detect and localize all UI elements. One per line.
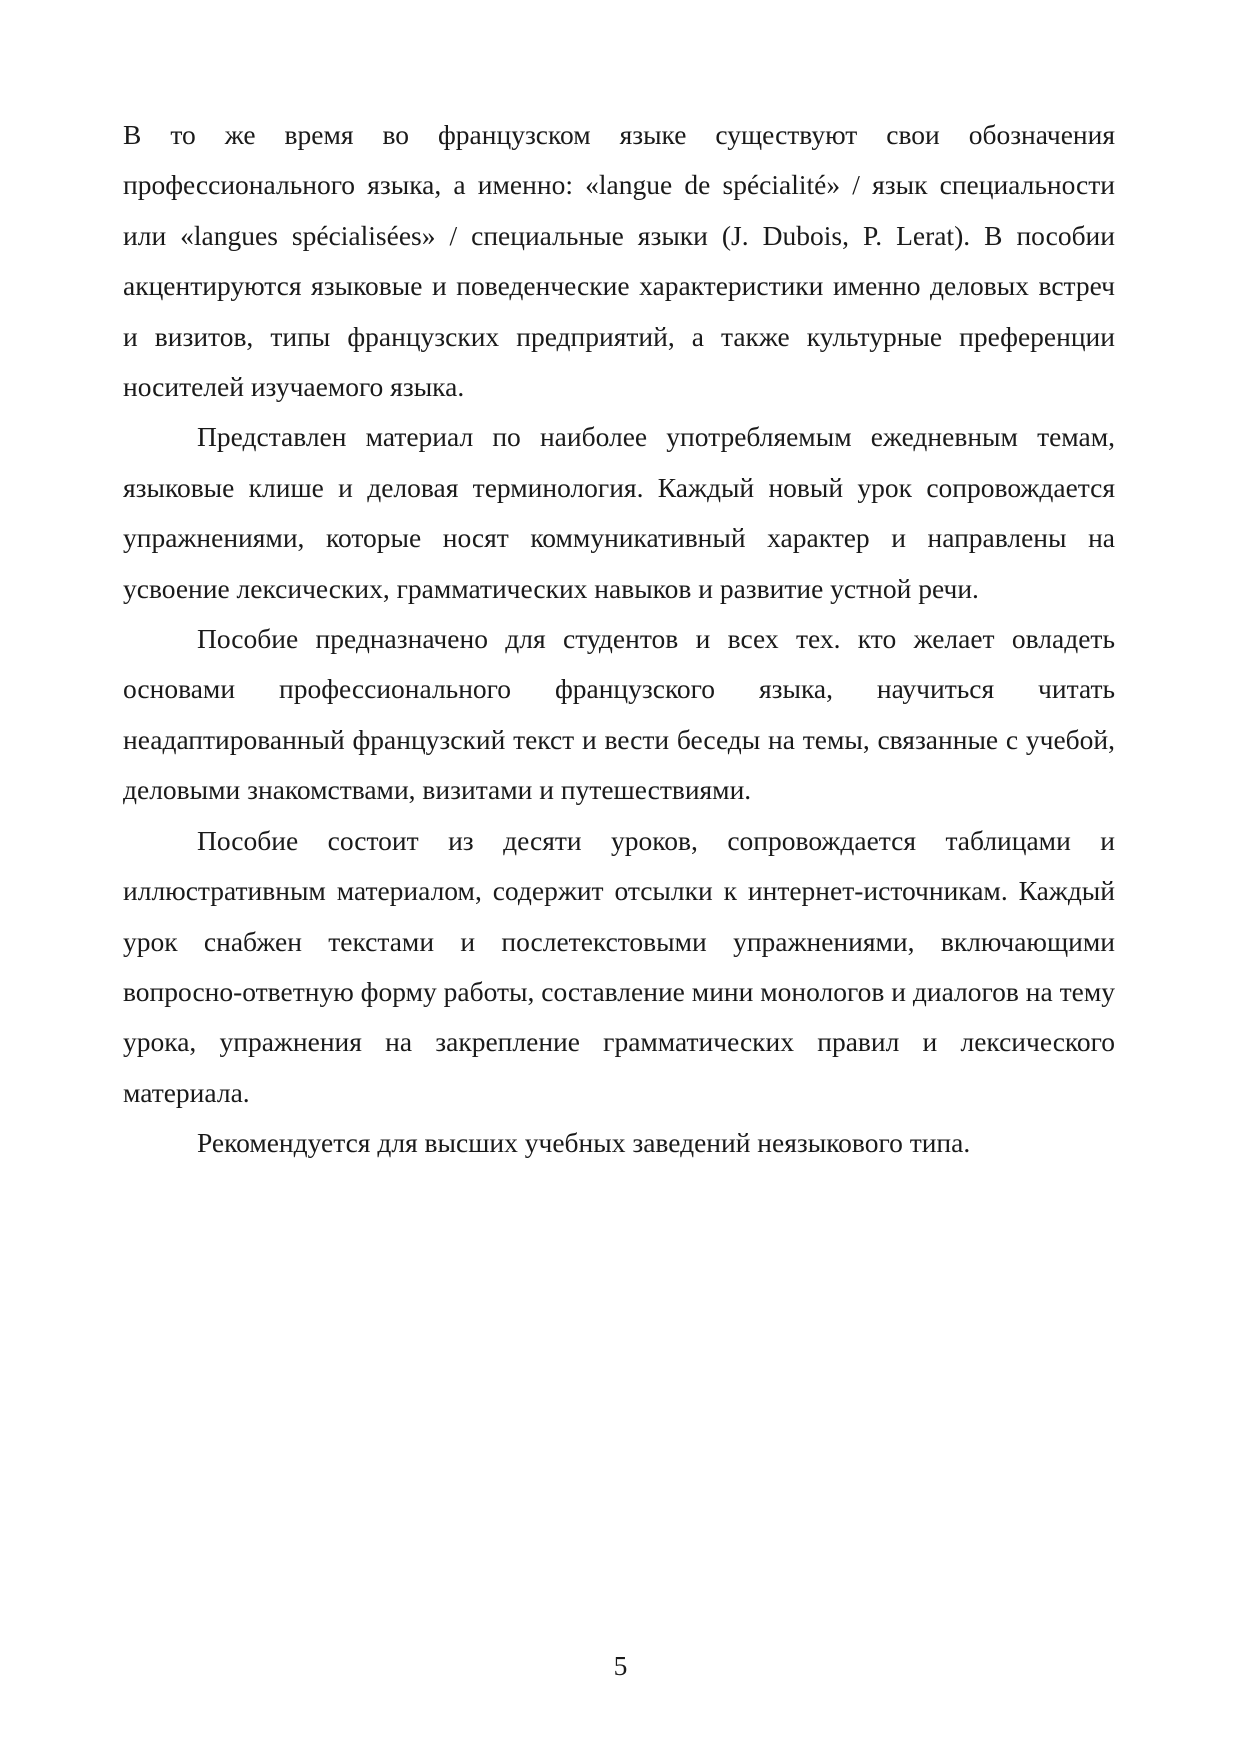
page-number: 5 bbox=[613, 1650, 628, 1681]
paragraph-1: В то же время во французском языке существуют свои обозначения профессионального языка, а именно: «langue de spécialité» / язык специальности или «langues spécialisées» / специальные языки (J. Dubois, P. Lerat). В пособии акцентируются языковые и поведенческие характеристики именно деловых встреч и визитов, типы французских предприятий, а также культурные преференции носителей изучаемого языка. bbox=[123, 119, 1115, 403]
paragraph-3: Пособие предназначено для студентов и всех тех. кто желает овладеть основами профессионального французского языка, научиться читать неадаптированный французский текст и вести беседы на темы, связанные с учебой, деловыми знакомствами, визитами и путешествиями. bbox=[123, 623, 1115, 806]
paragraph-2: Представлен материал по наиболее употребляемым ежедневным темам, языковые клише и деловая терминология. Каждый новый урок сопровождается упражнениями, которые носят коммуникативный характер и направлены на усвоение лексических, грамматических навыков и развитие устной речи. bbox=[123, 421, 1115, 604]
paragraph-5: Рекомендуется для высших учебных заведений неязыкового типа. bbox=[197, 1127, 971, 1159]
body-text bbox=[123, 110, 1115, 1169]
paragraph-4: Пособие состоит из десяти уроков, сопровождается таблицами и иллюстративным материалом, содержит отсылки к интернет-источникам. Каждый урок снабжен текстами и послетекстовыми упражнениями, включающими вопросно-ответную форму работы, составление мини монологов и диалогов на тему урока, упражнения на закрепление грамматических правил и лексического материала. bbox=[123, 824, 1115, 1108]
